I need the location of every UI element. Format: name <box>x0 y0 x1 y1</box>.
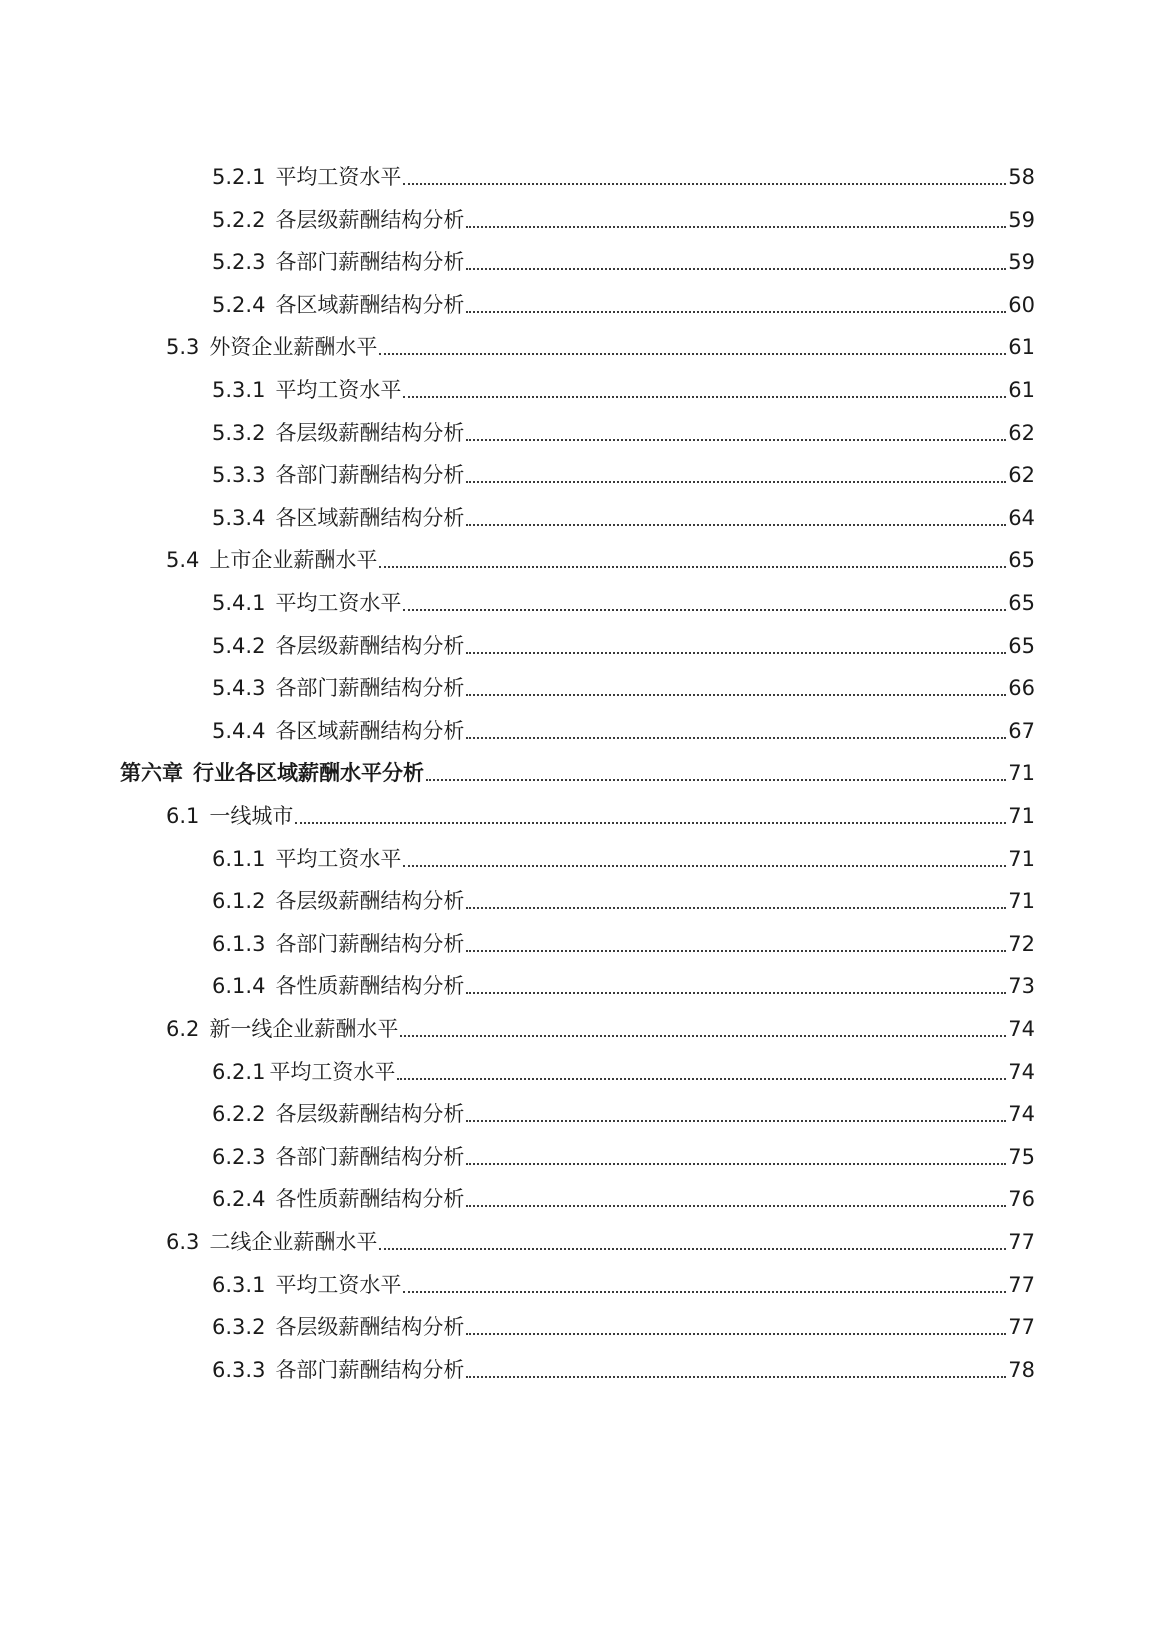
toc-entry[interactable] <box>212 1182 1035 1214</box>
toc-entry-number: 5.4.4 <box>212 718 266 743</box>
toc-entry-label <box>212 675 464 703</box>
toc-entry-number: 5.4 <box>166 548 200 573</box>
toc-entry[interactable] <box>212 714 1035 746</box>
toc-dot-leader <box>466 737 1006 739</box>
toc-entry[interactable] <box>212 629 1035 661</box>
toc-entry-title: 各部门薪酬结构分析 <box>275 250 465 275</box>
toc-entry-title: 上市企业薪酬水平 <box>209 548 378 573</box>
toc-entry-number: 6.2.1 <box>212 1059 266 1084</box>
toc-entry-number: 6.1.1 <box>212 846 266 871</box>
toc-entry-title: 各区域薪酬结构分析 <box>275 718 465 743</box>
toc-entry-title: 平均工资水平 <box>275 1272 402 1297</box>
toc-entry-label <box>120 760 424 788</box>
toc-page-number: 58 <box>1008 165 1035 189</box>
toc-dot-leader <box>466 950 1006 952</box>
toc-entry-title: 各层级薪酬结构分析 <box>275 1102 465 1127</box>
toc-entry-number: 6.3 <box>166 1230 200 1254</box>
toc-entry-label <box>212 846 401 874</box>
toc-page-number: 71 <box>1008 846 1035 871</box>
toc-entry-title: 各区域薪酬结构分析 <box>275 505 465 530</box>
toc-entry-number: 5.4.1 <box>212 591 266 615</box>
toc-page-number: 72 <box>1008 931 1035 956</box>
toc-entry-number: 6.2.2 <box>212 1102 266 1127</box>
toc-page-number: 61 <box>1008 335 1035 360</box>
toc-entry-title: 各性质薪酬结构分析 <box>275 1187 465 1212</box>
toc-entry-label <box>166 803 293 831</box>
toc-entry[interactable] <box>212 671 1035 703</box>
toc-entry[interactable] <box>212 1140 1035 1172</box>
toc-entry[interactable] <box>212 373 1035 405</box>
toc-entry[interactable] <box>212 1268 1035 1300</box>
toc-entry-title: 平均工资水平 <box>275 378 402 402</box>
toc-dot-leader <box>466 1376 1006 1378</box>
toc-entry-number: 6.2 <box>166 1017 200 1041</box>
toc-entry-title: 各部门薪酬结构分析 <box>275 1357 465 1382</box>
toc-entry[interactable] <box>212 245 1035 277</box>
toc-dot-leader <box>466 439 1006 441</box>
toc-entry-label <box>212 1357 464 1385</box>
toc-entry-title: 各层级薪酬结构分析 <box>275 889 465 914</box>
toc-entry[interactable] <box>212 416 1035 448</box>
toc-entry-number: 6.1 <box>166 804 200 828</box>
toc-dot-leader <box>466 226 1006 228</box>
toc-dot-leader <box>403 609 1006 611</box>
toc-entry-label <box>166 547 377 575</box>
toc-entry-label <box>212 888 464 916</box>
toc-entry[interactable] <box>212 884 1035 916</box>
toc-entry-title: 各层级薪酬结构分析 <box>275 207 465 232</box>
toc-entry-label <box>212 1059 395 1087</box>
toc-page-number: 59 <box>1008 207 1035 232</box>
toc-dot-leader <box>379 1248 1006 1250</box>
toc-entry[interactable] <box>166 799 1035 831</box>
toc-entry-label <box>212 1272 401 1300</box>
toc-entry-label <box>212 1144 464 1172</box>
toc-dot-leader <box>466 268 1006 270</box>
toc-dot-leader <box>466 694 1006 696</box>
toc-page-number: 71 <box>1008 889 1035 914</box>
toc-entry-title: 各区域薪酬结构分析 <box>275 292 465 317</box>
toc-dot-leader <box>403 865 1006 867</box>
toc-entry-title: 各部门薪酬结构分析 <box>275 1144 465 1169</box>
toc-entry-label <box>166 1016 398 1044</box>
toc-dot-leader <box>466 481 1006 483</box>
toc-entry[interactable] <box>212 1310 1035 1342</box>
toc-entry-title: 各部门薪酬结构分析 <box>275 463 465 488</box>
toc-entry[interactable] <box>212 1353 1035 1385</box>
toc-entry-number: 5.2.4 <box>212 292 266 317</box>
toc-page-number: 61 <box>1008 378 1035 402</box>
toc-entry-title: 各部门薪酬结构分析 <box>275 931 465 956</box>
toc-entry-title: 平均工资水平 <box>269 1059 396 1084</box>
toc-entry-title: 平均工资水平 <box>275 165 402 189</box>
toc-entry-label <box>212 718 464 746</box>
toc-entry-label <box>212 164 401 192</box>
toc-page-number: 74 <box>1008 1059 1035 1084</box>
toc-dot-leader <box>379 566 1006 568</box>
toc-entry-label <box>212 1314 464 1342</box>
toc-page-number: 77 <box>1008 1230 1035 1254</box>
toc-entry-label <box>166 1229 377 1257</box>
toc-entry-number: 6.2.3 <box>212 1144 266 1169</box>
toc-entry[interactable] <box>212 1097 1035 1129</box>
toc-entry-title: 各部门薪酬结构分析 <box>275 676 465 701</box>
toc-entry-label <box>212 931 464 959</box>
toc-entry-title: 各层级薪酬结构分析 <box>275 1315 465 1340</box>
toc-entry-number: 5.2.1 <box>212 165 266 189</box>
toc-entry-title: 二线企业薪酬水平 <box>209 1230 378 1254</box>
toc-entry-number: 5.4.2 <box>212 633 266 658</box>
toc-entry-label <box>212 505 464 533</box>
toc-dot-leader <box>403 396 1006 398</box>
toc-page-number: 73 <box>1008 974 1035 999</box>
toc-entry-label <box>212 207 464 235</box>
toc-page-number: 65 <box>1008 591 1035 615</box>
toc-dot-leader <box>466 311 1006 313</box>
toc-entry-number: 5.3 <box>166 335 200 360</box>
toc-entry[interactable] <box>212 842 1035 874</box>
toc-entry-label <box>166 334 377 362</box>
toc-entry[interactable] <box>212 288 1035 320</box>
toc-dot-leader <box>466 1120 1006 1122</box>
toc-entry-number: 6.2.4 <box>212 1187 266 1212</box>
toc-dot-leader <box>466 652 1006 654</box>
toc-entry-label <box>212 292 464 320</box>
toc-page-number: 65 <box>1008 633 1035 658</box>
toc-dot-leader <box>466 907 1006 909</box>
toc-entry[interactable] <box>212 203 1035 235</box>
toc-page-number: 71 <box>1008 804 1035 828</box>
toc-entry-number: 第六章 <box>120 761 183 786</box>
toc-entry-label <box>212 249 464 277</box>
toc-entry[interactable] <box>166 1012 1035 1044</box>
toc-chapter-entry[interactable] <box>120 756 1035 788</box>
toc-dot-leader <box>400 1035 1006 1037</box>
toc-entry[interactable] <box>212 160 1035 192</box>
toc-page-number: 77 <box>1008 1315 1035 1340</box>
toc-entry-label <box>212 1186 464 1214</box>
toc-entry-title: 平均工资水平 <box>275 591 402 615</box>
toc-entry-title: 行业各区域薪酬水平分析 <box>193 761 424 786</box>
toc-page-number: 62 <box>1008 420 1035 445</box>
toc-page-number: 66 <box>1008 676 1035 701</box>
toc-page-number: 64 <box>1008 505 1035 530</box>
toc-entry-label <box>212 973 464 1001</box>
toc-page-number: 59 <box>1008 250 1035 275</box>
toc-dot-leader <box>403 183 1006 185</box>
toc-entry-title: 新一线企业薪酬水平 <box>209 1017 399 1041</box>
toc-entry-number: 5.3.4 <box>212 505 266 530</box>
toc-dot-leader <box>426 779 1006 781</box>
toc-dot-leader <box>466 992 1006 994</box>
toc-page-number: 77 <box>1008 1272 1035 1297</box>
toc-dot-leader <box>295 822 1006 824</box>
toc-entry[interactable] <box>166 543 1035 575</box>
toc-dot-leader <box>403 1291 1006 1293</box>
toc-entry-title: 各性质薪酬结构分析 <box>275 974 465 999</box>
toc-entry-number: 6.3.2 <box>212 1315 266 1340</box>
toc-page-number: 74 <box>1008 1017 1035 1041</box>
toc-entry-number: 6.1.4 <box>212 974 266 999</box>
toc-entry[interactable] <box>212 458 1035 490</box>
toc-entry-title: 平均工资水平 <box>275 846 402 871</box>
toc-page-number: 75 <box>1008 1144 1035 1169</box>
toc-entry-label <box>212 1101 464 1129</box>
toc-entry-number: 5.2.2 <box>212 207 266 232</box>
toc-dot-leader <box>466 1163 1006 1165</box>
toc-dot-leader <box>466 1205 1006 1207</box>
toc-entry-label <box>212 462 464 490</box>
toc-entry[interactable] <box>212 586 1035 618</box>
toc-entry-number: 6.1.2 <box>212 889 266 914</box>
toc-entry-number: 5.4.3 <box>212 676 266 701</box>
toc-entry[interactable] <box>212 1055 1035 1087</box>
toc-page-number: 60 <box>1008 292 1035 317</box>
toc-page-number: 67 <box>1008 718 1035 743</box>
toc-entry-title: 各层级薪酬结构分析 <box>275 633 465 658</box>
toc-dot-leader <box>379 353 1006 355</box>
toc-dot-leader <box>466 524 1006 526</box>
toc-entry-title: 各层级薪酬结构分析 <box>275 420 465 445</box>
toc-entry[interactable] <box>166 1225 1035 1257</box>
toc-entry-title: 外资企业薪酬水平 <box>209 335 378 360</box>
toc-page-number: 78 <box>1008 1357 1035 1382</box>
toc-entry[interactable] <box>212 927 1035 959</box>
toc-entry-label <box>212 377 401 405</box>
toc-entry-number: 6.3.1 <box>212 1272 266 1297</box>
toc-page-number: 76 <box>1008 1187 1035 1212</box>
toc-entry-number: 5.3.1 <box>212 378 266 402</box>
toc-entry-number: 5.2.3 <box>212 250 266 275</box>
toc-entry-number: 6.3.3 <box>212 1357 266 1382</box>
toc-entry-label <box>212 590 401 618</box>
toc-entry[interactable] <box>212 501 1035 533</box>
toc-entry-number: 5.3.3 <box>212 463 266 488</box>
toc-page-number: 65 <box>1008 548 1035 573</box>
toc-entry-title: 一线城市 <box>209 804 294 828</box>
toc-entry-number: 5.3.2 <box>212 420 266 445</box>
toc-entry[interactable] <box>166 330 1035 362</box>
toc-entry-label <box>212 420 464 448</box>
toc-page-number: 74 <box>1008 1102 1035 1127</box>
toc-entry-number: 6.1.3 <box>212 931 266 956</box>
toc-page-number: 62 <box>1008 463 1035 488</box>
toc-entry[interactable] <box>212 969 1035 1001</box>
toc-page-number: 71 <box>1008 761 1035 786</box>
toc-dot-leader <box>397 1078 1006 1080</box>
toc-entry-label <box>212 633 464 661</box>
toc-dot-leader <box>466 1333 1006 1335</box>
